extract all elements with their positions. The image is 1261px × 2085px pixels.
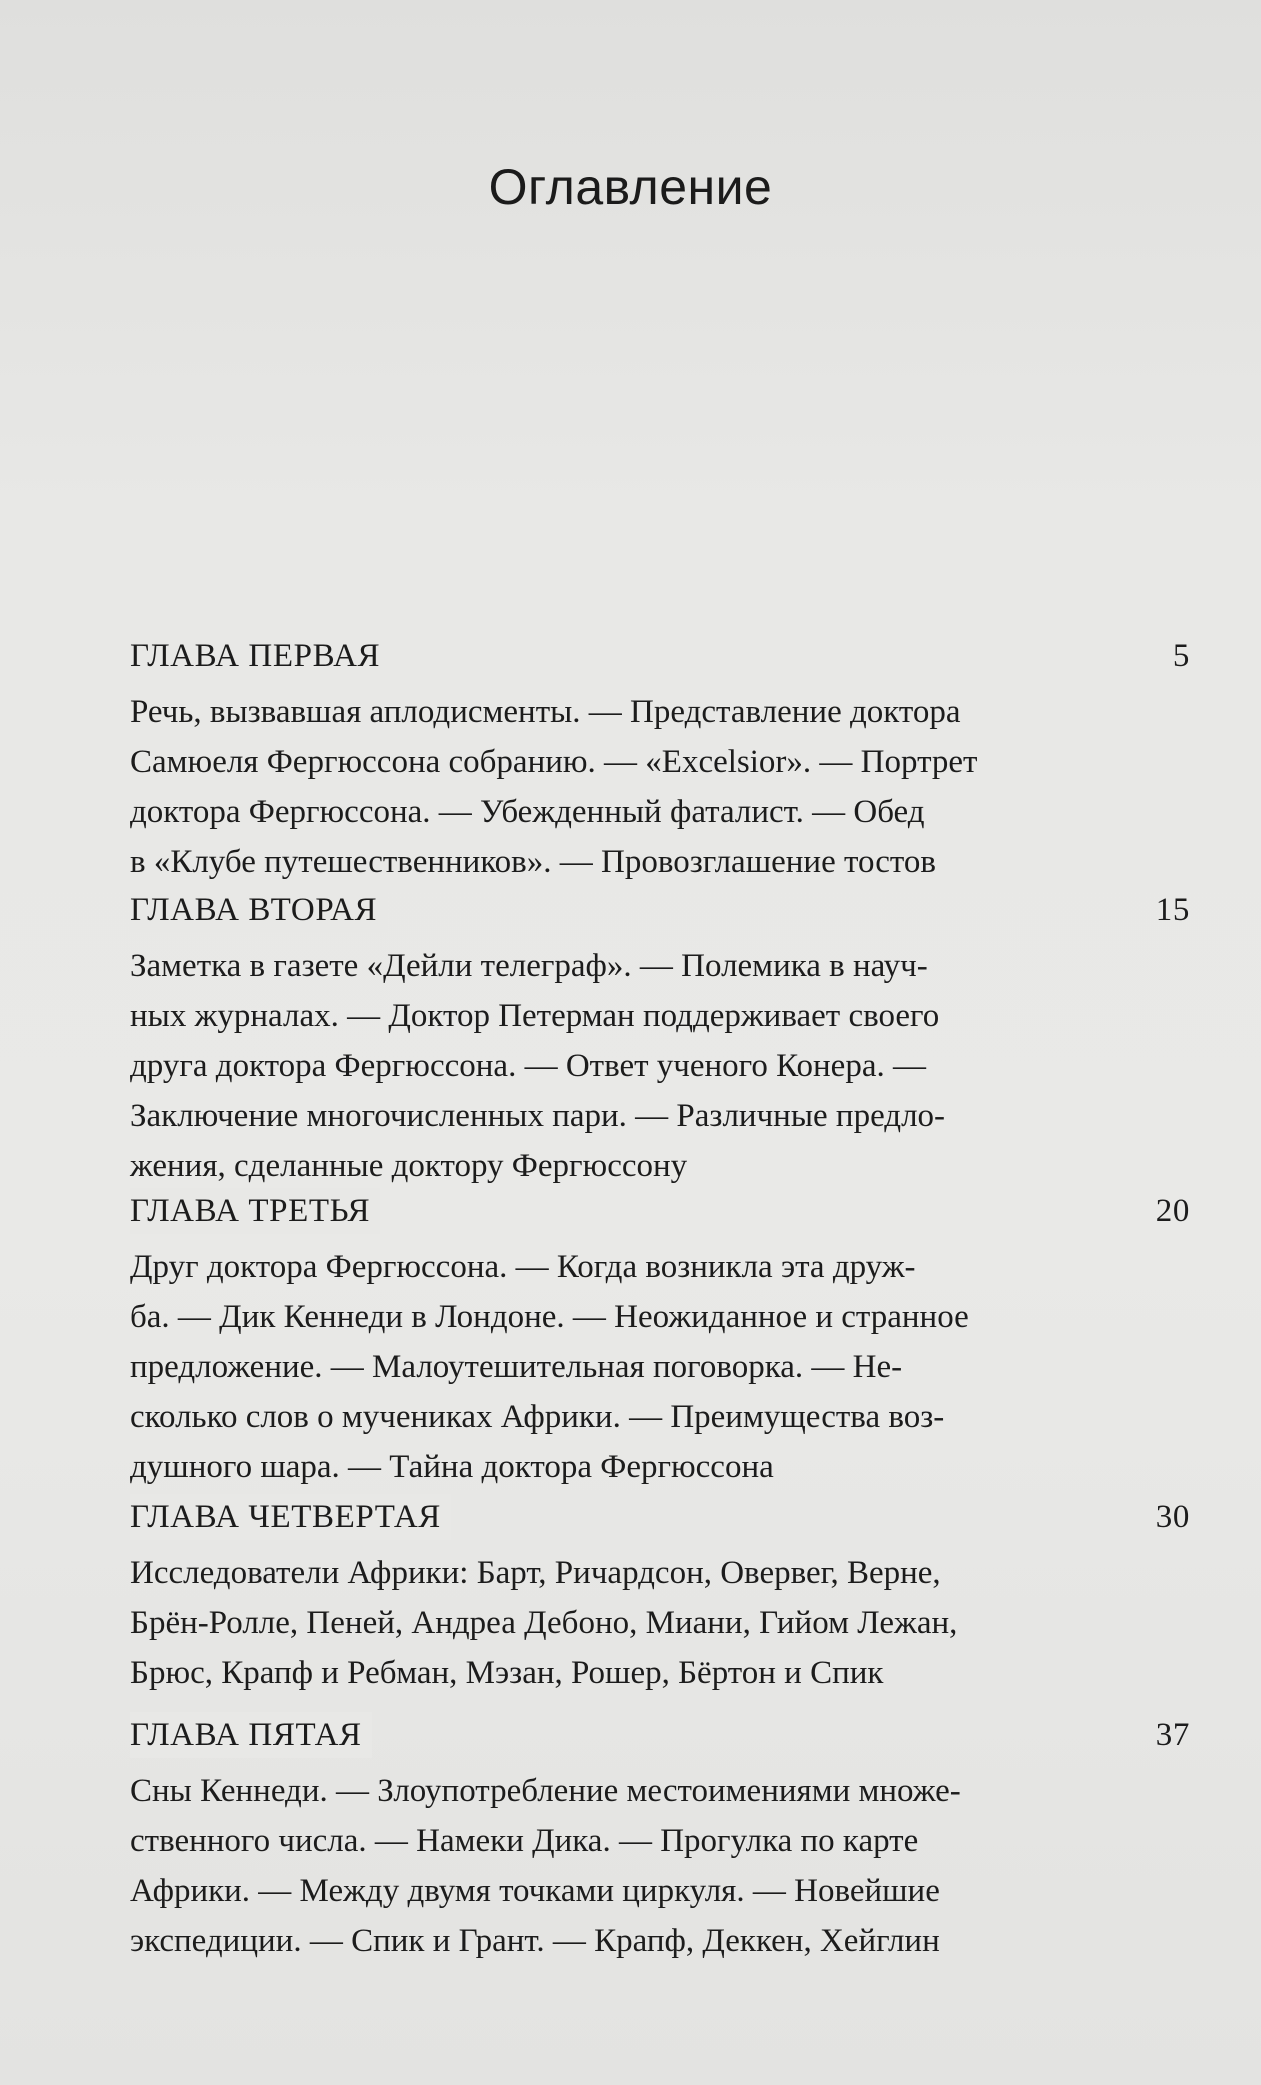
summary-line: Сны Кеннеди. — Злоупотребление местоимениями множе- [130, 1773, 961, 1809]
summary-line: Заключение многочисленных пари. — Различные предло- [130, 1098, 946, 1134]
toc-chapter-1 [130, 633, 1190, 887]
chapter-heading-row [130, 1712, 1190, 1758]
summary-line: предложение. — Малоутешительная поговорка. — Не- [130, 1349, 903, 1385]
summary-line: Друг доктора Фергюссона. — Когда возникла эта друж- [130, 1249, 916, 1285]
toc-chapter-5 [130, 1712, 1190, 1966]
chapter-heading: ГЛАВА ПЕРВАЯ [130, 633, 390, 679]
chapter-summary [130, 1766, 1115, 1966]
summary-line: душного шара. — Тайна доктора Фергюссона [130, 1449, 774, 1485]
chapter-page-number: 20 [1155, 1193, 1190, 1229]
summary-line: ных журналах. — Доктор Петерман поддерживает своего [130, 998, 940, 1034]
summary-line: сколько слов о мучениках Африки. — Преимущества воз- [130, 1399, 945, 1435]
toc-chapter-3 [130, 1188, 1190, 1492]
chapter-heading: ГЛАВА ВТОРАЯ [130, 887, 387, 933]
summary-line: Брюс, Крапф и Ребман, Мэзан, Рошер, Бёртон и Спик [130, 1655, 884, 1691]
summary-line: Заметка в газете «Дейли телеграф». — Полемика в науч- [130, 948, 928, 984]
summary-line: Исследователи Африки: Барт, Ричардсон, Овервег, Верне, [130, 1555, 941, 1591]
toc-chapter-4 [130, 1494, 1190, 1698]
summary-line: ственного числа. — Намеки Дика. — Прогулка по карте [130, 1823, 919, 1859]
chapter-heading-row [130, 1494, 1190, 1540]
summary-line: друга доктора Фергюссона. — Ответ ученого Конера. — [130, 1048, 926, 1084]
chapter-heading-row [130, 633, 1190, 679]
chapter-heading: ГЛАВА ПЯТАЯ [130, 1712, 372, 1758]
toc-chapter-2 [130, 887, 1190, 1191]
summary-line: ба. — Дик Кеннеди в Лондоне. — Неожиданное и странное [130, 1299, 969, 1335]
chapter-heading-row [130, 1188, 1190, 1234]
chapter-heading: ГЛАВА ТРЕТЬЯ [130, 1188, 380, 1234]
summary-line: в «Клубе путешественников». — Провозглашение тостов [130, 844, 937, 880]
page-title: Оглавление [488, 159, 773, 215]
chapter-summary [130, 1242, 1115, 1492]
chapter-heading-row [130, 887, 1190, 933]
chapter-summary [130, 941, 1115, 1191]
summary-line: экспедиции. — Спик и Грант. — Крапф, Деккен, Хейглин [130, 1923, 940, 1959]
chapter-heading: ГЛАВА ЧЕТВЕРТАЯ [130, 1494, 451, 1540]
chapter-summary [130, 1548, 1115, 1698]
summary-line: Речь, вызвавшая аплодисменты. — Представление доктора [130, 694, 961, 730]
summary-line: жения, сделанные доктору Фергюссону [130, 1148, 688, 1184]
summary-line: Африки. — Между двумя точками циркуля. — Новейшие [130, 1873, 940, 1909]
chapter-page-number: 37 [1155, 1717, 1190, 1753]
summary-line: доктора Фергюссона. — Убежденный фаталист. — Обед [130, 794, 925, 830]
chapter-page-number: 15 [1155, 892, 1190, 928]
chapter-summary [130, 687, 1115, 887]
summary-line: Брён-Ролле, Пеней, Андреа Дебоно, Миани, Гийом Лежан, [130, 1605, 958, 1641]
summary-line: Самюеля Фергюссона собранию. — «Excelsior». — Портрет [130, 744, 978, 780]
chapter-page-number: 30 [1155, 1499, 1190, 1535]
chapter-page-number: 5 [1172, 638, 1190, 674]
